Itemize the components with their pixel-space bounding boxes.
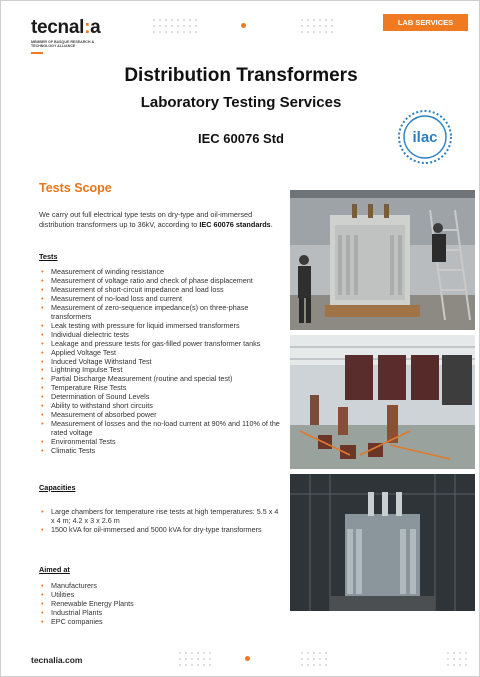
list-item: • Measurement of zero-sequence impedance(s) on three-phase transformers [41, 304, 281, 322]
decorative-orange-dot [245, 656, 250, 661]
decorative-dot-grid [301, 652, 329, 668]
list-item: • Environmental Tests [41, 438, 281, 447]
transformer-testing-photo [290, 190, 475, 330]
ilac-logo-text: ilac [412, 129, 438, 146]
list-item: • EPC companies [41, 618, 281, 627]
list-item: • Leak testing with pressure for liquid immersed transformers [41, 322, 281, 331]
tests-heading: Tests [39, 252, 58, 261]
list-item: • Manufacturers [41, 582, 281, 591]
list-item: • Measurement of losses and the no-load current at 90% and 110% of the rated voltage [41, 420, 281, 438]
decorative-dot-grid [301, 19, 335, 35]
intro-paragraph: We carry out full electrical type tests on dry-type and oil-immersed distribution transformers up to 36kV, according to IEC 60076 standards. [39, 210, 273, 229]
list-item: • Measurement of short-circuit impedance and load loss [41, 286, 281, 295]
list-item: • Temperature Rise Tests [41, 384, 281, 393]
logo-accent-bar [31, 52, 43, 54]
list-item: • Measurement of no-load loss and current [41, 295, 281, 304]
aimed-at-list [41, 582, 281, 627]
list-item: • Industrial Plants [41, 609, 281, 618]
decorative-orange-dot [241, 23, 246, 28]
decorative-dot-grid [153, 19, 199, 35]
list-item: • 1500 kVA for oil-immersed and 5000 kVA for dry-type transformers [41, 526, 281, 535]
list-item: • Measurement of absorbed power [41, 411, 281, 420]
hv-laboratory-photo [290, 335, 475, 469]
page-subtitle: Laboratory Testing Services [140, 94, 342, 111]
tests-list [41, 268, 281, 456]
capacities-heading: Capacities [39, 483, 76, 492]
logo-wordmark-end: a [90, 17, 101, 38]
lab-services-badge: LAB SERVICES [383, 14, 468, 31]
tecnalia-logo: tecnal:a MEMBER OF BASQUE RESEARCH & TECHNOLOGY ALLIANCE [31, 18, 101, 54]
list-item: • Lightning Impulse Test [41, 366, 281, 375]
list-item: • Induced Voltage Withstand Test [41, 358, 281, 367]
ilac-logo-icon [393, 109, 457, 165]
page-title: Distribution Transformers [124, 65, 358, 86]
list-item: • Utilities [41, 591, 281, 600]
list-item: • Leakage and pressure tests for gas-filled power transformer tanks [41, 340, 281, 349]
logo-wordmark: tecnal [31, 17, 85, 38]
logo-tagline: MEMBER OF BASQUE RESEARCH & TECHNOLOGY ALLIANCE [31, 40, 95, 49]
section-title: Tests Scope [39, 181, 112, 195]
list-item: • Applied Voltage Test [41, 349, 281, 358]
capacities-list [41, 508, 281, 535]
list-item: • Measurement of voltage ratio and check of phase displacement [41, 277, 281, 286]
list-item: • Measurement of winding resistance [41, 268, 281, 277]
list-item: • Renewable Energy Plants [41, 600, 281, 609]
decorative-dot-grid [447, 652, 469, 668]
decorative-dot-grid [179, 652, 213, 668]
aimed-at-heading: Aimed at [39, 565, 70, 574]
list-item: • Ability to withstand short circuits [41, 402, 281, 411]
list-item: • Climatic Tests [41, 447, 281, 456]
list-item: • Individual dielectric tests [41, 331, 281, 340]
footer-website[interactable]: tecnalia.com [31, 655, 83, 665]
standard-label: IEC 60076 Std [198, 131, 284, 146]
temperature-chamber-photo [290, 474, 475, 611]
list-item: • Determination of Sound Levels [41, 393, 281, 402]
list-item: • Partial Discharge Measurement (routine and special test) [41, 375, 281, 384]
list-item: • Large chambers for temperature rise tests at high temperatures: 5.5 x 4 x 4 m; 4.2 x 3 x 2.6 m [41, 508, 281, 526]
